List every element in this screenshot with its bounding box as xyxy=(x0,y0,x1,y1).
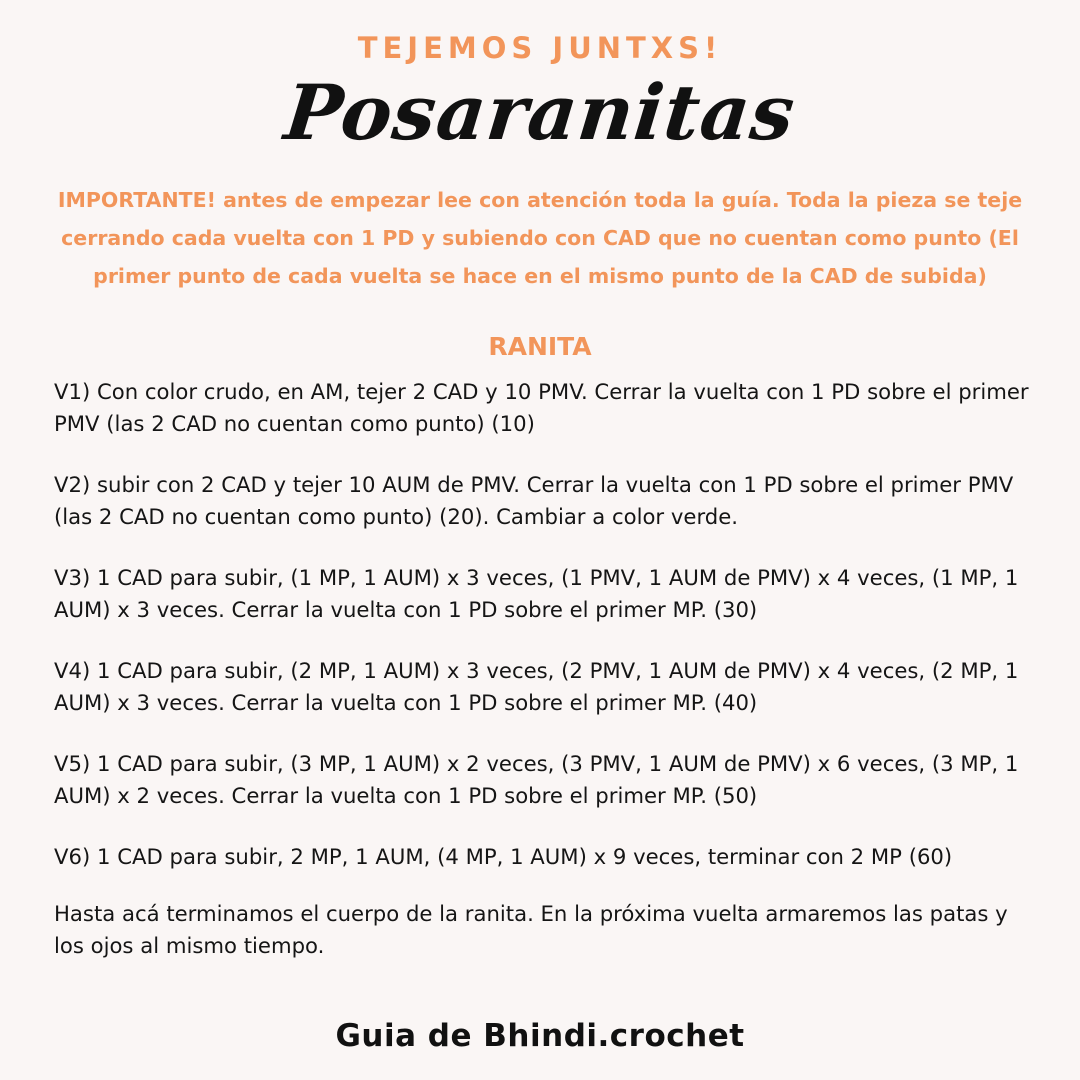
footer-credit: Guia de Bhindi.crochet xyxy=(335,1018,745,1054)
steps-list xyxy=(54,376,1029,903)
step-v6: V6) 1 CAD para subir, 2 MP, 1 AUM, (4 MP, 1 AUM) x 9 veces, terminar con 2 MP (60) xyxy=(54,844,953,869)
section-title: RANITA xyxy=(488,332,592,361)
step-v2: V2) subir con 2 CAD y tejer 10 AUM de PMV. Cerrar la vuelta con 1 PD sobre el primer PMV (las 2 CAD no cuentan como punto) (20). Cambiar a color verde. xyxy=(54,472,1014,529)
step-v3: V3) 1 CAD para subir, (1 MP, 1 AUM) x 3 veces, (1 PMV, 1 AUM de PMV) x 4 veces, (1 MP, 1 AUM) x 3 veces. Cerrar la vuelta con 1 PD sobre el primer MP. (30) xyxy=(54,565,1019,622)
step-v1: V1) Con color crudo, en AM, tejer 2 CAD y 10 PMV. Cerrar la vuelta con 1 PD sobre el primer PMV (las 2 CAD no cuentan como punto) (10) xyxy=(54,379,1029,436)
important-note: IMPORTANTE! antes de empezar lee con atención toda la guía. Toda la pieza se teje cerrando cada vuelta con 1 PD y subiendo con CAD que no cuentan como punto (El primer punto de cada vuelta se hace en el mismo punto de la CAD de subida) xyxy=(57,188,1023,288)
kicker-heading: TEJEMOS JUNTXS! xyxy=(357,31,723,65)
page-title: Posaranitas xyxy=(280,68,800,157)
step-v4: V4) 1 CAD para subir, (2 MP, 1 AUM) x 3 veces, (2 PMV, 1 AUM de PMV) x 4 veces, (2 MP, 1 AUM) x 3 veces. Cerrar la vuelta con 1 PD sobre el primer MP. (40) xyxy=(54,658,1019,715)
step-v5: V5) 1 CAD para subir, (3 MP, 1 AUM) x 2 veces, (3 PMV, 1 AUM de PMV) x 6 veces, (3 MP, 1 AUM) x 2 veces. Cerrar la vuelta con 1 PD sobre el primer MP. (50) xyxy=(54,751,1019,808)
closing-paragraph: Hasta acá terminamos el cuerpo de la ranita. En la próxima vuelta armaremos las patas y los ojos al mismo tiempo. xyxy=(54,901,1008,958)
